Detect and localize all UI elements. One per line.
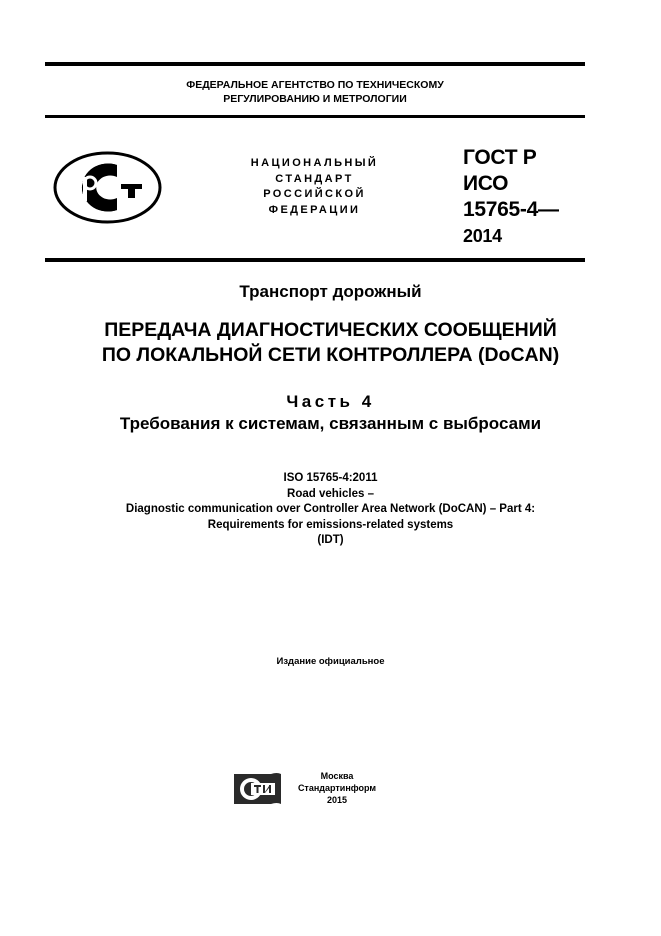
top-rule: [45, 62, 585, 66]
title-line: ПЕРЕДАЧА ДИАГНОСТИЧЕСКИХ СООБЩЕНИЙ: [104, 319, 557, 341]
publisher-name: Стандартинформ: [297, 783, 377, 793]
agency-rule: [45, 115, 585, 118]
edition-note: Издание официальное: [276, 656, 385, 667]
publisher-city: Москва: [320, 771, 354, 781]
subject-heading: Транспорт дорожный: [239, 282, 422, 301]
publisher-info: [287, 770, 387, 806]
document-title: [30, 318, 631, 368]
iso-line: (IDT): [317, 534, 344, 546]
national-standard-line: СТАНДАРТ: [275, 172, 354, 185]
part-title: Требования к системам, связанным с выбросами: [119, 414, 542, 433]
designation-line: ИСО: [463, 172, 509, 195]
agency-line: РЕГУЛИРОВАНИЮ И МЕТРОЛОГИИ: [223, 93, 407, 105]
standartinform-icon: [233, 771, 283, 805]
publisher-year: 2015: [326, 795, 348, 805]
designation-line: 15765-4—: [463, 198, 559, 221]
standard-designation: [463, 145, 559, 249]
iso-line: Requirements for emissions-related systems: [207, 518, 454, 531]
iso-line: Diagnostic communication over Controller Area Network (DoCAN) – Part 4:: [125, 503, 536, 515]
national-standard-label: [232, 156, 397, 218]
title-line: ПО ЛОКАЛЬНОЙ СЕТИ КОНТРОЛЛЕРА (DoCAN): [101, 344, 560, 366]
national-standard-line: НАЦИОНАЛЬНЫЙ: [250, 157, 379, 169]
designation-line: ГОСТ Р: [463, 146, 537, 169]
iso-line: Road vehicles –: [287, 487, 374, 500]
iso-reference: [30, 471, 631, 549]
national-standard-line: ФЕДЕРАЦИИ: [268, 203, 361, 216]
header-bottom-rule: [45, 258, 585, 262]
rst-mark-icon: [53, 151, 162, 224]
iso-line: ISO 15765-4:2011: [283, 472, 378, 484]
agency-line: ФЕДЕРАЛЬНОЕ АГЕНТСТВО ПО ТЕХНИЧЕСКОМУ: [186, 79, 444, 91]
part-number: Часть 4: [286, 392, 375, 411]
agency-name: [45, 78, 585, 106]
national-standard-line: РОССИЙСКОЙ: [263, 188, 366, 200]
designation-year: 2014: [463, 226, 502, 246]
